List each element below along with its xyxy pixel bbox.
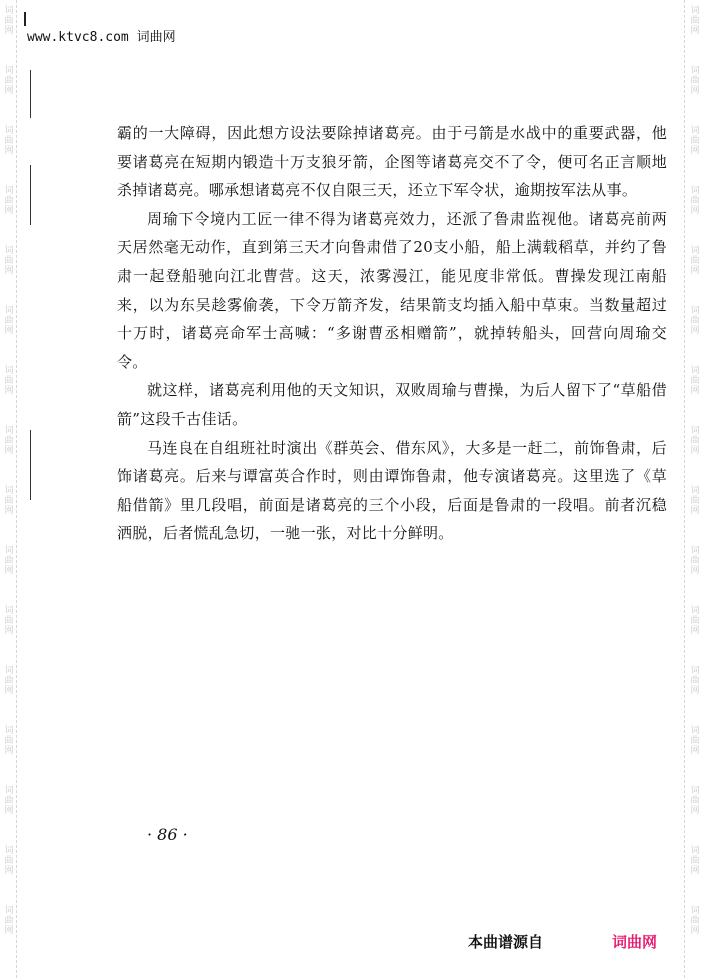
watermark-char: 网 bbox=[4, 86, 14, 96]
watermark-block bbox=[690, 660, 699, 720]
watermark-block bbox=[4, 600, 13, 660]
watermark-char: 曲 bbox=[690, 376, 700, 386]
watermark-block bbox=[4, 300, 13, 360]
watermark-char: 网 bbox=[4, 446, 14, 456]
watermark-char: 曲 bbox=[690, 736, 700, 746]
watermark-char: 词 bbox=[690, 906, 700, 916]
watermark-block bbox=[690, 840, 699, 900]
right-watermark-strip bbox=[688, 0, 702, 978]
watermark-block bbox=[690, 240, 699, 300]
watermark-char: 词 bbox=[690, 546, 700, 556]
page-body bbox=[117, 119, 667, 548]
binding-mark-1 bbox=[30, 70, 31, 118]
watermark-char: 曲 bbox=[4, 316, 14, 326]
watermark-char: 词 bbox=[690, 666, 700, 676]
watermark-char: 曲 bbox=[4, 76, 14, 86]
watermark-char: 词 bbox=[690, 306, 700, 316]
watermark-char: 词 bbox=[4, 366, 14, 376]
watermark-char: 网 bbox=[690, 86, 700, 96]
watermark-block bbox=[690, 0, 699, 60]
watermark-block bbox=[4, 540, 13, 600]
watermark-char: 词 bbox=[4, 546, 14, 556]
watermark-char: 网 bbox=[690, 626, 700, 636]
right-dashed-guide bbox=[684, 0, 685, 978]
watermark-block bbox=[4, 120, 13, 180]
watermark-char: 网 bbox=[4, 626, 14, 636]
watermark-char: 曲 bbox=[4, 16, 14, 26]
watermark-char: 曲 bbox=[690, 556, 700, 566]
watermark-char: 网 bbox=[4, 746, 14, 756]
watermark-char: 词 bbox=[4, 726, 14, 736]
watermark-char: 曲 bbox=[690, 676, 700, 686]
watermark-block bbox=[690, 300, 699, 360]
watermark-char: 词 bbox=[690, 366, 700, 376]
watermark-char: 词 bbox=[690, 246, 700, 256]
watermark-char: 网 bbox=[690, 446, 700, 456]
watermark-block bbox=[4, 840, 13, 900]
watermark-block bbox=[4, 420, 13, 480]
binding-mark-3 bbox=[30, 430, 31, 500]
watermark-char: 网 bbox=[690, 926, 700, 936]
watermark-char: 网 bbox=[690, 146, 700, 156]
watermark-char: 网 bbox=[4, 26, 14, 36]
paragraph-1: 霸的一大障碍，因此想方设法要除掉诸葛亮。由于弓箭是水战中的重要武器，他要诸葛亮在短期内锻造十万支狼牙箭，企图等诸葛亮交不了令，便可名正言顺地杀掉诸葛亮。哪承想诸葛亮不仅自限三天，还立下军令状，逾期按军法从事。 bbox=[117, 124, 667, 200]
watermark-char: 曲 bbox=[4, 136, 14, 146]
paragraph-3: 就这样，诸葛亮利用他的天文知识，双败周瑜与曹操，为后人留下了“草船借箭”这段千古佳话。 bbox=[117, 381, 667, 428]
watermark-char: 曲 bbox=[4, 796, 14, 806]
watermark-block bbox=[4, 0, 13, 60]
watermark-char: 词 bbox=[690, 786, 700, 796]
watermark-char: 曲 bbox=[690, 16, 700, 26]
watermark-char: 网 bbox=[4, 866, 14, 876]
paragraph-4: 马连良在自组班社时演出《群英会、借东风》，大多是一赶二，前饰鲁肃，后饰诸葛亮。后来与谭富英合作时，则由谭饰鲁肃，他专演诸葛亮。这里选了《草船借箭》里几段唱，前面是诸葛亮的三个小段，后面是鲁肃的一段唱。前者沉稳洒脱，后者慌乱急切，一驰一张，对比十分鲜明。 bbox=[117, 438, 667, 543]
watermark-char: 词 bbox=[690, 726, 700, 736]
watermark-char: 网 bbox=[690, 686, 700, 696]
watermark-char: 网 bbox=[690, 26, 700, 36]
watermark-block bbox=[690, 900, 699, 960]
watermark-char: 网 bbox=[690, 506, 700, 516]
watermark-char: 曲 bbox=[690, 256, 700, 266]
watermark-char: 曲 bbox=[690, 496, 700, 506]
watermark-char: 网 bbox=[690, 326, 700, 336]
watermark-char: 曲 bbox=[690, 436, 700, 446]
watermark-char: 词 bbox=[4, 486, 14, 496]
watermark-char: 网 bbox=[690, 866, 700, 876]
watermark-char: 网 bbox=[690, 806, 700, 816]
watermark-char: 曲 bbox=[690, 916, 700, 926]
watermark-char: 网 bbox=[690, 746, 700, 756]
watermark-char: 曲 bbox=[4, 916, 14, 926]
watermark-block bbox=[4, 240, 13, 300]
left-dashed-guide bbox=[16, 0, 17, 978]
watermark-char: 网 bbox=[690, 266, 700, 276]
watermark-char: 词 bbox=[690, 846, 700, 856]
paragraph-2: 周瑜下令境内工匠一律不得为诸葛亮效力，还派了鲁肃监视他。诸葛亮前两天居然毫无动作，直到第三天才向鲁肃借了20支小船，船上满载稻草，并约了鲁肃一起登船驰向江北曹营。这天，浓雾漫江，能见度非常低。曹操发现江南船来，以为东吴趁雾偷袭，下令万箭齐发，结果箭支均插入船中草束。当数量超过十万时，诸葛亮命军士高喊：“多谢曹丞相赠箭”，就掉转船头，回营向周瑜交令。 bbox=[117, 209, 667, 371]
watermark-block bbox=[4, 60, 13, 120]
watermark-block bbox=[690, 780, 699, 840]
watermark-char: 网 bbox=[690, 386, 700, 396]
watermark-char: 网 bbox=[4, 566, 14, 576]
watermark-block bbox=[4, 480, 13, 540]
watermark-char: 曲 bbox=[690, 616, 700, 626]
watermark-char: 网 bbox=[4, 266, 14, 276]
watermark-char: 曲 bbox=[4, 736, 14, 746]
watermark-char: 曲 bbox=[4, 496, 14, 506]
watermark-block bbox=[690, 600, 699, 660]
watermark-char: 曲 bbox=[4, 616, 14, 626]
watermark-char: 词 bbox=[690, 186, 700, 196]
watermark-char: 词 bbox=[4, 606, 14, 616]
watermark-block bbox=[4, 660, 13, 720]
watermark-char: 曲 bbox=[4, 196, 14, 206]
watermark-block bbox=[4, 360, 13, 420]
watermark-char: 曲 bbox=[690, 856, 700, 866]
watermark-char: 词 bbox=[4, 846, 14, 856]
watermark-char: 网 bbox=[4, 506, 14, 516]
watermark-char: 网 bbox=[4, 926, 14, 936]
watermark-block bbox=[4, 720, 13, 780]
watermark-char: 网 bbox=[690, 566, 700, 576]
watermark-char: 词 bbox=[4, 306, 14, 316]
watermark-char: 词 bbox=[4, 66, 14, 76]
watermark-char: 词 bbox=[690, 6, 700, 16]
watermark-block bbox=[690, 420, 699, 480]
watermark-char: 网 bbox=[4, 386, 14, 396]
footer-site-logo[interactable]: 词曲网 bbox=[612, 933, 658, 951]
watermark-block bbox=[690, 180, 699, 240]
watermark-char: 曲 bbox=[690, 796, 700, 806]
watermark-char: 词 bbox=[690, 126, 700, 136]
watermark-char: 网 bbox=[4, 206, 14, 216]
watermark-char: 曲 bbox=[690, 76, 700, 86]
watermark-char: 曲 bbox=[4, 256, 14, 266]
watermark-block bbox=[690, 120, 699, 180]
footer-source-label: 本曲谱源自 bbox=[468, 933, 544, 951]
watermark-char: 网 bbox=[4, 806, 14, 816]
watermark-char: 词 bbox=[4, 186, 14, 196]
binding-mark-2 bbox=[30, 165, 31, 225]
watermark-char: 曲 bbox=[690, 196, 700, 206]
watermark-char: 网 bbox=[4, 326, 14, 336]
watermark-block bbox=[4, 180, 13, 240]
watermark-block bbox=[690, 360, 699, 420]
watermark-block bbox=[690, 540, 699, 600]
watermark-block bbox=[690, 60, 699, 120]
watermark-char: 曲 bbox=[690, 316, 700, 326]
watermark-block bbox=[690, 480, 699, 540]
watermark-char: 词 bbox=[4, 426, 14, 436]
watermark-char: 网 bbox=[4, 146, 14, 156]
left-watermark-strip bbox=[2, 0, 16, 978]
page-number: · 86 · bbox=[147, 825, 188, 844]
watermark-char: 网 bbox=[690, 206, 700, 216]
watermark-char: 曲 bbox=[4, 556, 14, 566]
watermark-char: 曲 bbox=[690, 136, 700, 146]
header-url[interactable]: www.ktvc8.com 词曲网 bbox=[27, 30, 176, 45]
watermark-char: 词 bbox=[4, 786, 14, 796]
watermark-block bbox=[4, 780, 13, 840]
watermark-char: 词 bbox=[690, 606, 700, 616]
watermark-block bbox=[4, 900, 13, 960]
watermark-char: 词 bbox=[4, 6, 14, 16]
watermark-char: 词 bbox=[4, 246, 14, 256]
watermark-block bbox=[690, 720, 699, 780]
header-corner-mark bbox=[24, 12, 26, 26]
watermark-char: 词 bbox=[4, 666, 14, 676]
watermark-char: 网 bbox=[4, 686, 14, 696]
watermark-char: 词 bbox=[4, 126, 14, 136]
watermark-char: 曲 bbox=[4, 436, 14, 446]
watermark-char: 曲 bbox=[4, 376, 14, 386]
watermark-char: 词 bbox=[690, 66, 700, 76]
watermark-char: 曲 bbox=[4, 676, 14, 686]
watermark-char: 词 bbox=[4, 906, 14, 916]
watermark-char: 曲 bbox=[4, 856, 14, 866]
watermark-char: 词 bbox=[690, 486, 700, 496]
watermark-char: 词 bbox=[690, 426, 700, 436]
